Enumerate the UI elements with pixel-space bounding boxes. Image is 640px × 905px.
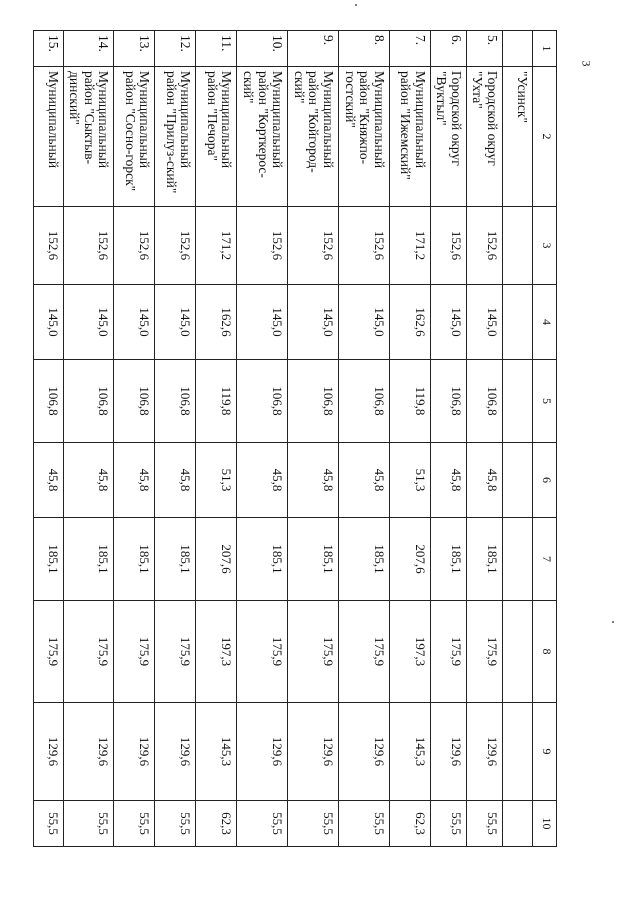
data-table [33, 30, 557, 847]
value-cell: 185,1 [63, 518, 114, 601]
value-cell: 185,1 [466, 518, 502, 601]
municipality-name: Муниципальный район "Печора" [196, 67, 237, 207]
value-cell: 145,0 [155, 285, 196, 360]
value-cell: 45,8 [33, 443, 63, 518]
row-number: 13. [114, 31, 155, 67]
value-cell: 152,6 [237, 207, 288, 285]
value-cell: 152,6 [155, 207, 196, 285]
row-number: 10. [237, 31, 288, 67]
value-cell: 55,5 [338, 801, 389, 847]
value-cell [503, 801, 533, 847]
value-cell: 55,5 [466, 801, 502, 847]
table-row [155, 31, 196, 847]
value-cell: 207,6 [196, 518, 237, 601]
value-cell: 55,5 [63, 801, 114, 847]
value-cell: 175,9 [33, 601, 63, 703]
value-cell: 45,8 [466, 443, 502, 518]
value-cell: 106,8 [338, 360, 389, 443]
value-cell: 175,9 [155, 601, 196, 703]
value-cell: 106,8 [430, 360, 466, 443]
table-row [430, 31, 466, 847]
municipality-name: Муниципальный район "Корткерос-ский" [237, 67, 288, 207]
table-row [63, 31, 114, 847]
value-cell [503, 443, 533, 518]
value-cell: 175,9 [288, 601, 339, 703]
page-number: 3 [579, 60, 594, 67]
value-cell: 129,6 [466, 703, 502, 801]
value-cell: 175,9 [63, 601, 114, 703]
value-cell: 62,3 [389, 801, 430, 847]
value-cell: 171,2 [196, 207, 237, 285]
value-cell: 45,8 [63, 443, 114, 518]
value-cell: 119,8 [196, 360, 237, 443]
row-number: 11. [196, 31, 237, 67]
value-cell: 145,0 [430, 285, 466, 360]
column-header: 9 [533, 703, 557, 801]
value-cell [503, 285, 533, 360]
value-cell: 145,0 [237, 285, 288, 360]
value-cell: 106,8 [114, 360, 155, 443]
table-row [288, 31, 339, 847]
value-cell [503, 703, 533, 801]
value-cell: 129,6 [63, 703, 114, 801]
row-number: 9. [288, 31, 339, 67]
municipality-name: Муниципальный район "Прилуз-ский" [155, 67, 196, 207]
row-number: 7. [389, 31, 430, 67]
value-cell: 129,6 [33, 703, 63, 801]
value-cell: 145,3 [196, 703, 237, 801]
table-row [389, 31, 430, 847]
value-cell: 45,8 [430, 443, 466, 518]
value-cell: 175,9 [430, 601, 466, 703]
scan-speck [355, 4, 357, 6]
value-cell: 185,1 [237, 518, 288, 601]
value-cell: 152,6 [63, 207, 114, 285]
value-cell: 51,3 [389, 443, 430, 518]
value-cell: 185,1 [338, 518, 389, 601]
value-cell: 175,9 [466, 601, 502, 703]
value-cell: 185,1 [114, 518, 155, 601]
table-header-row [533, 31, 557, 847]
municipality-name: Муниципальный [33, 67, 63, 207]
municipality-name: "Усинск" [503, 67, 533, 207]
column-header: 8 [533, 601, 557, 703]
value-cell: 129,6 [338, 703, 389, 801]
table-row [237, 31, 288, 847]
value-cell: 175,9 [338, 601, 389, 703]
value-cell: 55,5 [288, 801, 339, 847]
municipality-name: Городской округ "Ухта" [466, 67, 502, 207]
row-number: 5. [466, 31, 502, 67]
municipality-name: Муниципальный район "Ижемский" [389, 67, 430, 207]
municipality-name: Муниципальный район "Койгород-ский" [288, 67, 339, 207]
column-header: 3 [533, 207, 557, 285]
table-row [338, 31, 389, 847]
value-cell: 145,3 [389, 703, 430, 801]
value-cell: 145,0 [338, 285, 389, 360]
value-cell: 152,6 [430, 207, 466, 285]
value-cell: 119,8 [389, 360, 430, 443]
value-cell: 185,1 [288, 518, 339, 601]
row-number [503, 31, 533, 67]
row-number: 14. [63, 31, 114, 67]
column-header: 6 [533, 443, 557, 518]
value-cell: 55,5 [114, 801, 155, 847]
value-cell: 129,6 [114, 703, 155, 801]
column-header: 5 [533, 360, 557, 443]
column-header: 2 [533, 67, 557, 207]
scan-speck [612, 621, 614, 623]
value-cell: 129,6 [237, 703, 288, 801]
column-header: 7 [533, 518, 557, 601]
row-number: 15. [33, 31, 63, 67]
municipality-name: Муниципальный район "Сосно-горск" [114, 67, 155, 207]
value-cell: 185,1 [430, 518, 466, 601]
value-cell: 145,0 [466, 285, 502, 360]
value-cell [503, 360, 533, 443]
municipality-name: Городской округ "Вуктыл" [430, 67, 466, 207]
value-cell [503, 207, 533, 285]
table-row [196, 31, 237, 847]
value-cell: 45,8 [114, 443, 155, 518]
value-cell: 106,8 [63, 360, 114, 443]
value-cell: 197,3 [389, 601, 430, 703]
value-cell: 45,8 [288, 443, 339, 518]
value-cell: 106,8 [33, 360, 63, 443]
table-row [114, 31, 155, 847]
value-cell: 106,8 [237, 360, 288, 443]
value-cell: 45,8 [338, 443, 389, 518]
value-cell: 185,1 [33, 518, 63, 601]
value-cell: 129,6 [288, 703, 339, 801]
table-row [466, 31, 502, 847]
value-cell: 185,1 [155, 518, 196, 601]
value-cell: 106,8 [466, 360, 502, 443]
column-header: 1 [533, 31, 557, 67]
value-cell: 152,6 [466, 207, 502, 285]
table-row [33, 31, 63, 847]
value-cell: 162,6 [196, 285, 237, 360]
value-cell: 55,5 [430, 801, 466, 847]
value-cell: 175,9 [237, 601, 288, 703]
value-cell: 162,6 [389, 285, 430, 360]
value-cell: 55,5 [155, 801, 196, 847]
value-cell: 51,3 [196, 443, 237, 518]
value-cell: 145,0 [63, 285, 114, 360]
value-cell [503, 518, 533, 601]
value-cell: 129,6 [155, 703, 196, 801]
municipality-name: Муниципальный район "Княжпо-гостский" [338, 67, 389, 207]
table-row [503, 31, 533, 847]
value-cell: 145,0 [114, 285, 155, 360]
municipality-name: Муниципальный район "Сыктыв-динский" [63, 67, 114, 207]
column-header: 10 [533, 801, 557, 847]
value-cell [503, 601, 533, 703]
value-cell: 152,6 [33, 207, 63, 285]
value-cell: 152,6 [338, 207, 389, 285]
value-cell: 106,8 [155, 360, 196, 443]
value-cell: 152,6 [114, 207, 155, 285]
value-cell: 145,0 [288, 285, 339, 360]
value-cell: 106,8 [288, 360, 339, 443]
value-cell: 55,5 [33, 801, 63, 847]
row-number: 6. [430, 31, 466, 67]
value-cell: 197,3 [196, 601, 237, 703]
value-cell: 171,2 [389, 207, 430, 285]
rotated-table-sheet [45, 30, 557, 846]
value-cell: 152,6 [288, 207, 339, 285]
value-cell: 145,0 [33, 285, 63, 360]
value-cell: 45,8 [155, 443, 196, 518]
value-cell: 175,9 [114, 601, 155, 703]
value-cell: 62,3 [196, 801, 237, 847]
value-cell: 55,5 [237, 801, 288, 847]
row-number: 8. [338, 31, 389, 67]
row-number: 12. [155, 31, 196, 67]
value-cell: 129,6 [430, 703, 466, 801]
column-header: 4 [533, 285, 557, 360]
value-cell: 207,6 [389, 518, 430, 601]
value-cell: 45,8 [237, 443, 288, 518]
